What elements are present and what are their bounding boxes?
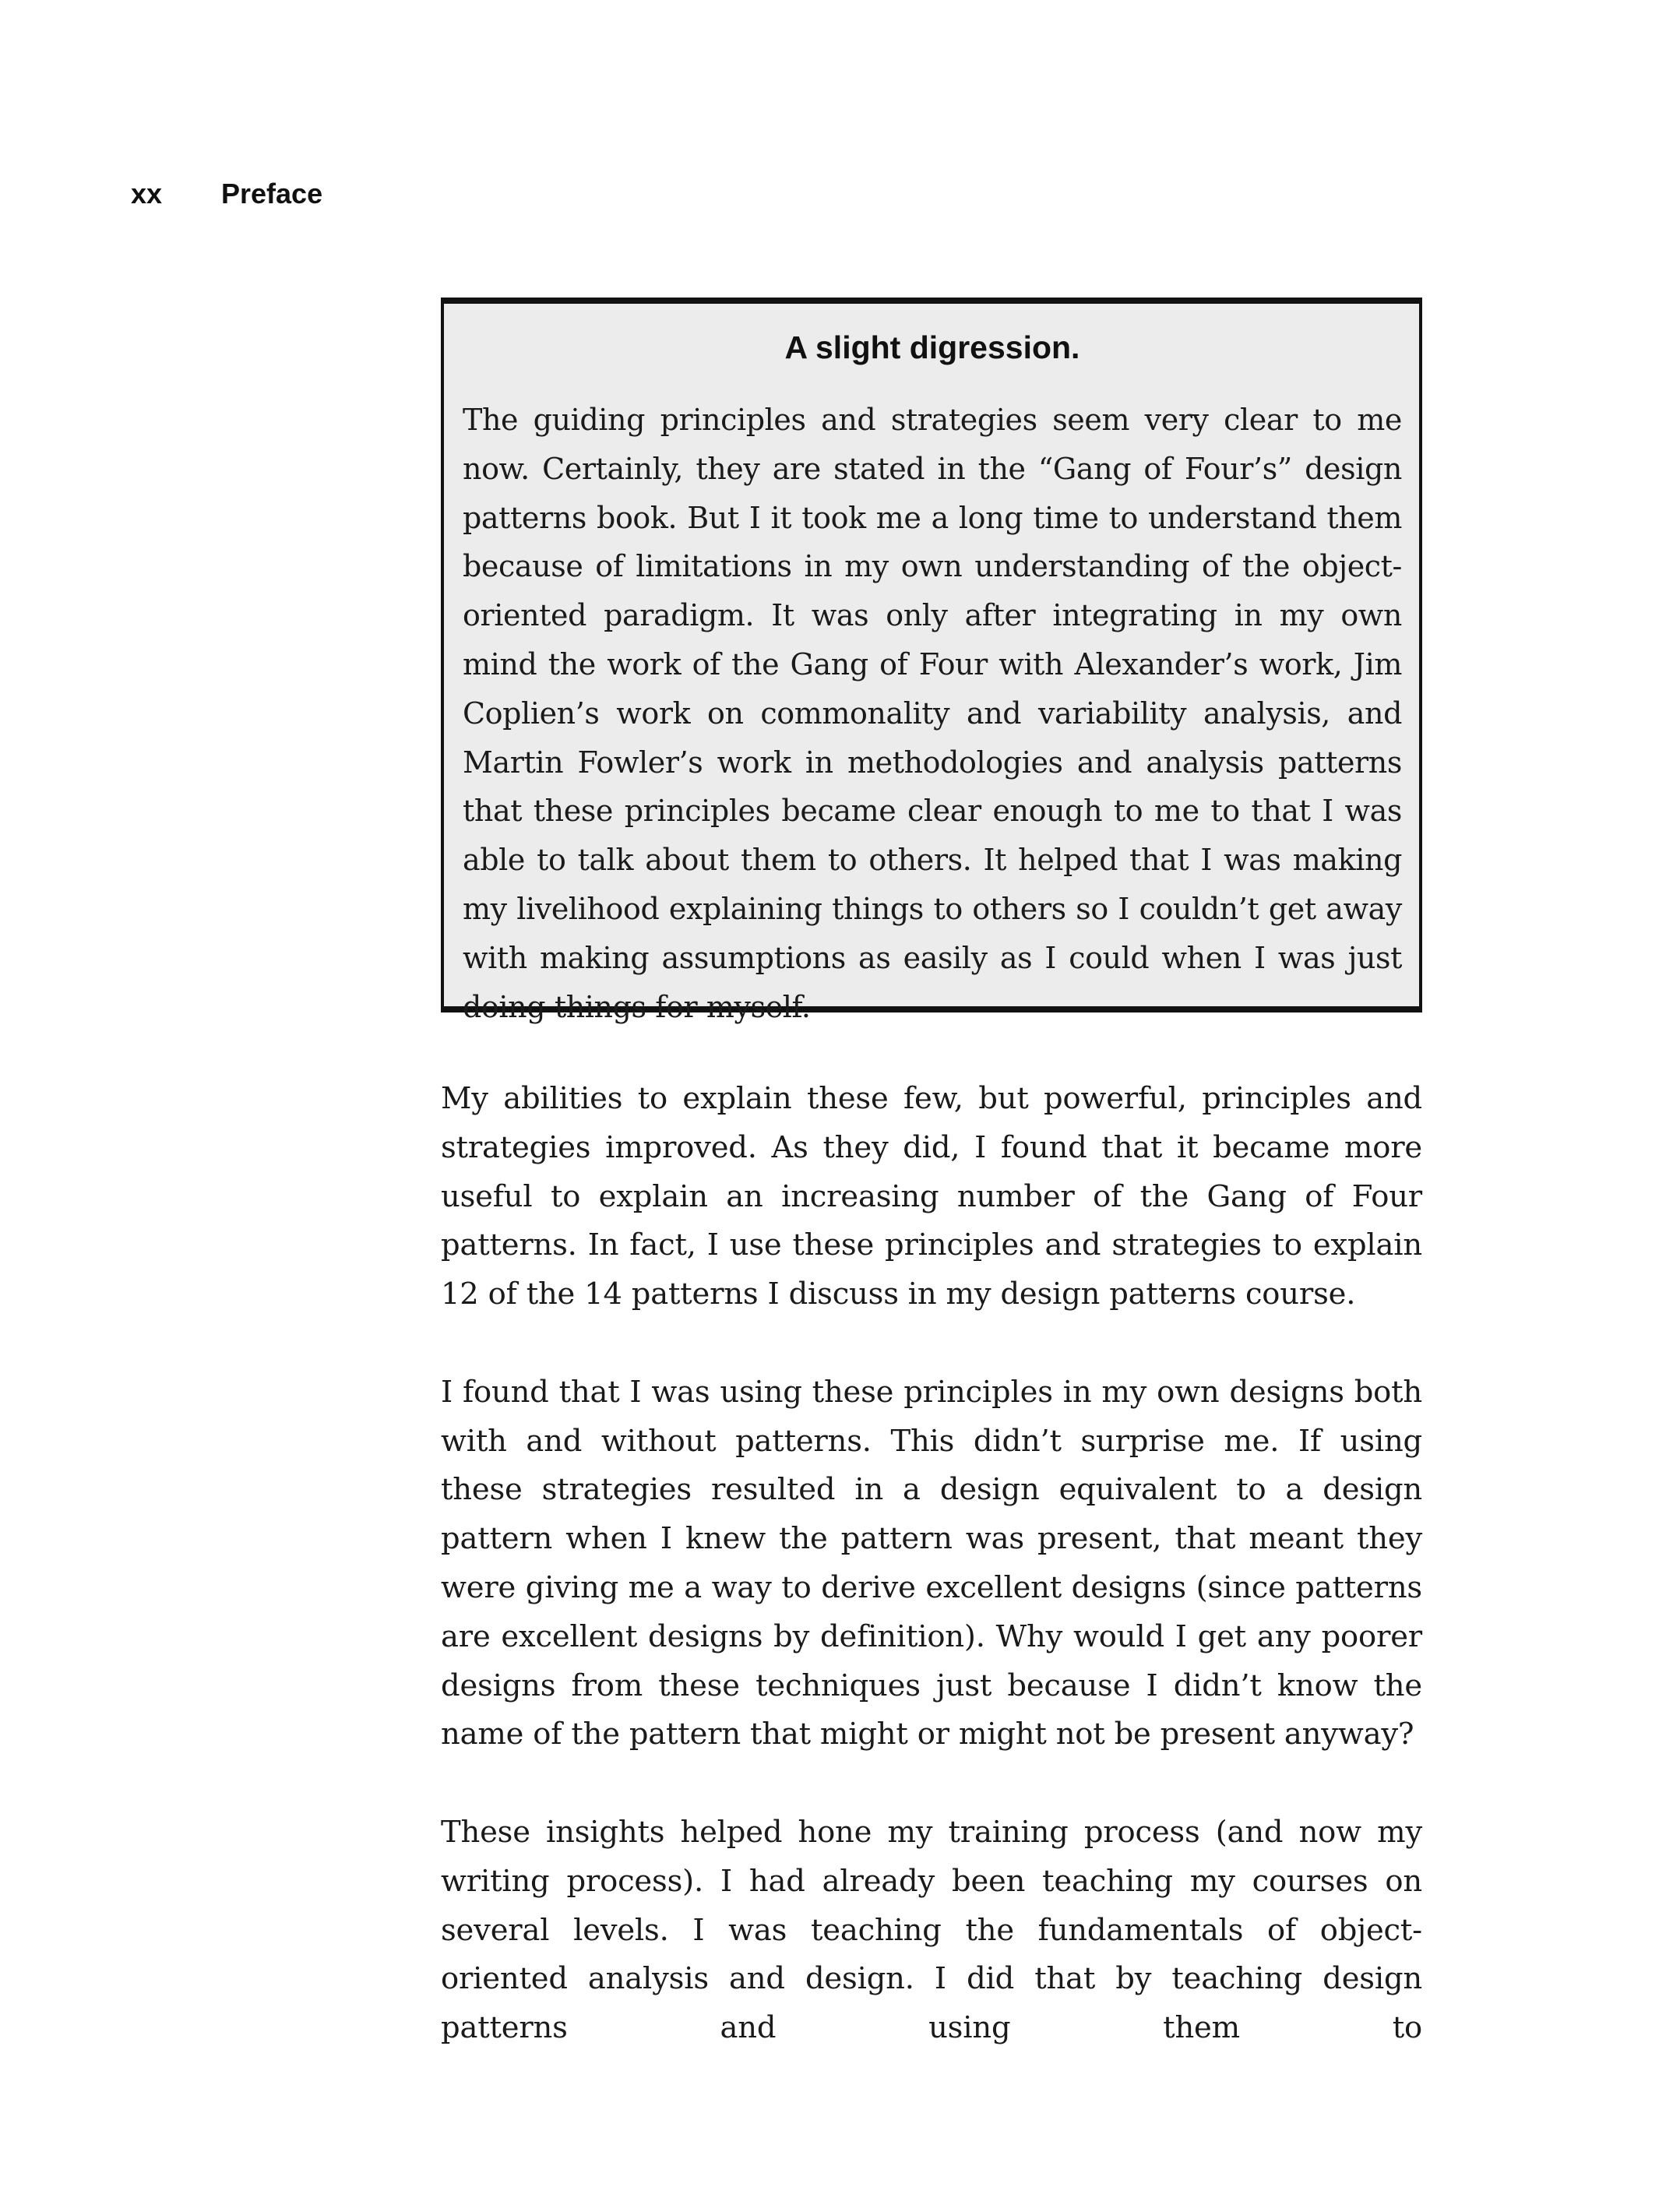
- sidebar-body: The guiding principles and strategies seem very clear to me now. Certainly, they are stated in the “Gang of Four’s” design patterns book. But I it took me a long time to understand them because of limitations in my own understanding of the object-oriented paradigm. It was only after integrating in my own mind the work of the Gang of Four with Alexander’s work, Jim Coplien’s work on commonality and variability analysis, and Martin Fowler’s work in methodologies and analysis patterns that these principles became clear enough to me to that I was able to talk about them to others. It helped that I was making my livelihood explaining things to others so I couldn’t get away with making assumptions as easily as I could when I was just doing things for myself.: [463, 403, 1402, 1024]
- section-title: Preface: [221, 178, 323, 210]
- sidebar-title: A slight digression.: [784, 329, 1080, 365]
- paragraph: My abilities to explain these few, but powerful, principles and strategies improved. As they did, I found that it became more useful to explain an increasing number of the Gang of Four patterns. In fact, I use these principles and strategies to explain 12 of the 14 patterns I discuss in my design patterns course.: [441, 1081, 1422, 1312]
- page-number: xx: [131, 178, 163, 210]
- running-head: [131, 174, 322, 213]
- digression-sidebar: [441, 298, 1422, 1024]
- paragraph: I found that I was using these principles in my own designs both with and without patterns. This didn’t surprise me. If using these strategies resulted in a design equivalent to a design pattern when I knew the pattern was present, that meant they were giving me a way to derive excellent designs (since patterns are excellent designs by definition). Why would I get any poorer designs from these techniques just because I didn’t know the name of the pattern that might or might not be present anyway?: [441, 1374, 1422, 1752]
- body-text: [441, 1075, 1422, 2102]
- paragraph: These insights helped hone my training process (and now my writing process). I had already been teaching my courses on several levels. I was teaching the fundamentals of object-oriented analysis and design. I did that by teaching design patterns and using them to: [441, 1814, 1422, 2046]
